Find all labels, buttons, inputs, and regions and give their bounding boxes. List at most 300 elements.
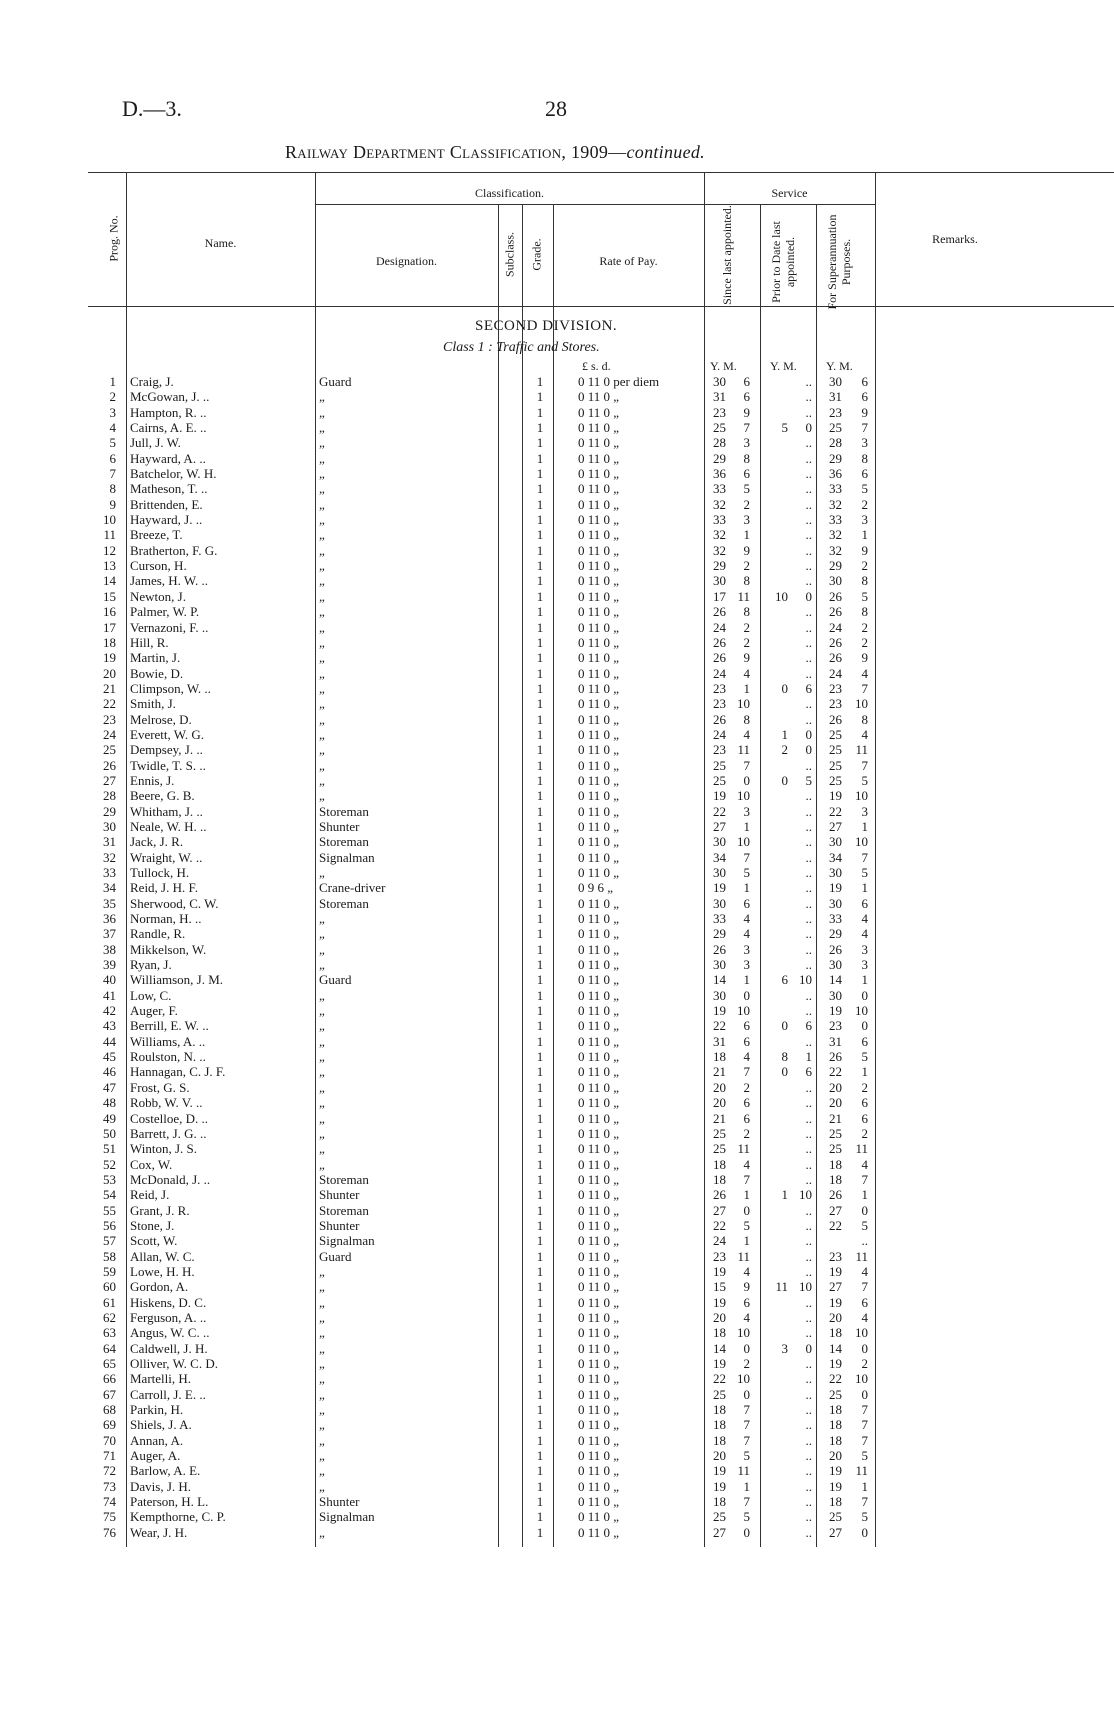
designation-cell: „ bbox=[319, 1340, 325, 1356]
since-years-cell: 18 bbox=[713, 1325, 726, 1341]
prog-no-cell: 70 bbox=[103, 1432, 116, 1448]
since-years-cell: 23 bbox=[713, 404, 726, 420]
table-row bbox=[0, 1126, 1114, 1141]
prog-no-cell: 66 bbox=[103, 1371, 116, 1387]
table-header-bottom-rule bbox=[88, 306, 1114, 307]
since-years-cell: 18 bbox=[713, 1402, 726, 1418]
grade-cell: 1 bbox=[536, 1279, 544, 1295]
super-years-cell: 14 bbox=[829, 1340, 842, 1356]
super-years-cell: 18 bbox=[829, 1417, 842, 1433]
since-years-cell: 19 bbox=[713, 1003, 726, 1019]
rate-cell: 0 11 0 „ bbox=[578, 558, 620, 574]
super-years-cell: 19 bbox=[829, 1003, 842, 1019]
grade-cell: 1 bbox=[536, 420, 544, 436]
prior-months-cell: .. bbox=[805, 818, 812, 834]
since-years-cell: 31 bbox=[713, 1033, 726, 1049]
grade-cell: 1 bbox=[536, 696, 544, 712]
name-cell: Reid, J. bbox=[130, 1187, 170, 1203]
grade-cell: 1 bbox=[536, 926, 544, 942]
designation-cell: „ bbox=[319, 650, 325, 666]
designation-cell: „ bbox=[319, 496, 325, 512]
rate-cell: 0 11 0 „ bbox=[578, 1448, 620, 1464]
prog-no-cell: 58 bbox=[103, 1248, 116, 1264]
grade-cell: 1 bbox=[536, 1325, 544, 1341]
designation-cell: „ bbox=[319, 1095, 325, 1111]
grade-cell: 1 bbox=[536, 1509, 544, 1525]
rate-cell: 0 11 0 „ bbox=[578, 849, 620, 865]
super-months-cell: 10 bbox=[855, 1003, 868, 1019]
super-months-cell: 0 bbox=[861, 1202, 868, 1218]
prog-no-cell: 73 bbox=[103, 1478, 116, 1494]
designation-cell: Signalman bbox=[319, 849, 375, 865]
prior-months-cell: 6 bbox=[805, 1018, 812, 1034]
table-row bbox=[0, 834, 1114, 849]
grade-cell: 1 bbox=[536, 1386, 544, 1402]
rate-cell: 0 11 0 „ bbox=[578, 650, 620, 666]
designation-cell: „ bbox=[319, 389, 325, 405]
designation-cell: „ bbox=[319, 435, 325, 451]
table-row bbox=[0, 1249, 1114, 1264]
prog-no-cell: 14 bbox=[103, 573, 116, 589]
name-cell: Gordon, A. bbox=[130, 1279, 189, 1295]
table-row bbox=[0, 696, 1114, 711]
prior-months-cell: 0 bbox=[805, 588, 812, 604]
designation-cell: „ bbox=[319, 1325, 325, 1341]
prog-no-cell: 76 bbox=[103, 1524, 116, 1540]
super-years-cell: 25 bbox=[829, 757, 842, 773]
rate-cell: 0 11 0 „ bbox=[578, 1156, 620, 1172]
name-cell: Hiskens, D. C. bbox=[130, 1294, 207, 1310]
super-years-cell: 25 bbox=[829, 726, 842, 742]
prog-no-cell: 3 bbox=[109, 404, 116, 420]
prog-no-cell: 31 bbox=[103, 834, 116, 850]
grade-cell: 1 bbox=[536, 481, 544, 497]
table-row bbox=[0, 481, 1114, 496]
table-row bbox=[0, 1509, 1114, 1524]
rate-cell: 0 11 0 „ bbox=[578, 466, 620, 482]
table-row bbox=[0, 988, 1114, 1003]
grade-cell: 1 bbox=[536, 1356, 544, 1371]
super-months-cell: 3 bbox=[861, 512, 868, 528]
super-months-cell: 6 bbox=[861, 1110, 868, 1126]
units-money: £ s. d. bbox=[582, 359, 611, 373]
super-months-cell: 11 bbox=[855, 1141, 868, 1157]
since-months-cell: 0 bbox=[743, 1524, 750, 1540]
prior-months-cell: .. bbox=[805, 1033, 812, 1049]
prior-months-cell: .. bbox=[805, 1402, 812, 1418]
designation-cell: Shunter bbox=[319, 818, 360, 834]
name-cell: Winton, J. S. bbox=[130, 1141, 198, 1157]
super-months-cell: 2 bbox=[861, 1356, 868, 1371]
prior-months-cell: 0 bbox=[805, 726, 812, 742]
super-years-cell: 23 bbox=[829, 1248, 842, 1264]
table-row bbox=[0, 1034, 1114, 1049]
since-years-cell: 27 bbox=[713, 818, 726, 834]
since-months-cell: 2 bbox=[743, 558, 750, 574]
rate-cell: 0 11 0 „ bbox=[578, 895, 620, 911]
name-cell: Paterson, H. L. bbox=[130, 1494, 209, 1510]
class-title: Class 1 : Traffic and Stores. bbox=[443, 340, 600, 355]
super-months-cell: 1 bbox=[861, 1478, 868, 1494]
super-years-cell: 26 bbox=[829, 1049, 842, 1065]
since-years-cell: 24 bbox=[713, 665, 726, 681]
rate-cell: 0 11 0 „ bbox=[578, 1417, 620, 1433]
prior-months-cell: .. bbox=[805, 911, 812, 927]
super-years-cell: 26 bbox=[829, 1187, 842, 1203]
prior-months-cell: .. bbox=[805, 389, 812, 405]
since-years-cell: 21 bbox=[713, 1064, 726, 1080]
super-years-cell: 27 bbox=[829, 1279, 842, 1295]
prog-no-cell: 55 bbox=[103, 1202, 116, 1218]
super-months-cell: 11 bbox=[855, 1248, 868, 1264]
designation-cell: „ bbox=[319, 680, 325, 696]
since-years-cell: 23 bbox=[713, 696, 726, 712]
prog-no-cell: 8 bbox=[109, 481, 116, 497]
super-years-cell: 19 bbox=[829, 880, 842, 896]
prior-months-cell: .. bbox=[805, 1263, 812, 1279]
super-years-cell: 23 bbox=[829, 404, 842, 420]
name-cell: Jack, J. R. bbox=[130, 834, 184, 850]
prog-no-cell: 23 bbox=[103, 711, 116, 727]
prog-no-cell: 44 bbox=[103, 1033, 116, 1049]
rate-cell: 0 11 0 „ bbox=[578, 696, 620, 712]
table-row bbox=[0, 911, 1114, 926]
since-years-cell: 19 bbox=[713, 788, 726, 804]
since-months-cell: 11 bbox=[737, 1141, 750, 1157]
name-cell: Newton, J. bbox=[130, 588, 186, 604]
since-months-cell: 2 bbox=[743, 619, 750, 635]
prior-months-cell: .. bbox=[805, 1463, 812, 1479]
rate-cell: 0 11 0 „ bbox=[578, 926, 620, 942]
prior-months-cell: .. bbox=[805, 542, 812, 558]
since-months-cell: 3 bbox=[743, 435, 750, 451]
since-years-cell: 26 bbox=[713, 1187, 726, 1203]
since-months-cell: 6 bbox=[743, 374, 750, 389]
rate-cell: 0 11 0 „ bbox=[578, 1202, 620, 1218]
name-cell: Lowe, H. H. bbox=[130, 1263, 195, 1279]
grade-cell: 1 bbox=[536, 834, 544, 850]
super-years-cell: 22 bbox=[829, 1371, 842, 1387]
prog-no-cell: 13 bbox=[103, 558, 116, 574]
prog-no-cell: 46 bbox=[103, 1064, 116, 1080]
since-months-cell: 1 bbox=[743, 1187, 750, 1203]
grade-cell: 1 bbox=[536, 711, 544, 727]
super-months-cell: 8 bbox=[861, 450, 868, 466]
prior-months-cell: .. bbox=[805, 1371, 812, 1387]
super-years-cell: 26 bbox=[829, 650, 842, 666]
prog-no-cell: 25 bbox=[103, 742, 116, 758]
prior-months-cell: .. bbox=[805, 1356, 812, 1371]
prior-months-cell: .. bbox=[805, 1171, 812, 1187]
name-cell: Carroll, J. E. .. bbox=[130, 1386, 206, 1402]
prior-months-cell: .. bbox=[805, 1217, 812, 1233]
col-header-grade: Grade. bbox=[529, 238, 544, 271]
grade-cell: 1 bbox=[536, 634, 544, 650]
grade-cell: 1 bbox=[536, 865, 544, 880]
since-months-cell: 9 bbox=[743, 650, 750, 666]
super-months-cell: 4 bbox=[861, 1309, 868, 1325]
prior-months-cell: .. bbox=[805, 466, 812, 482]
since-months-cell: 10 bbox=[737, 1003, 750, 1019]
designation-cell: „ bbox=[319, 726, 325, 742]
name-cell: Barrett, J. G. .. bbox=[130, 1125, 207, 1141]
prior-years-cell: 11 bbox=[775, 1279, 788, 1295]
table-row bbox=[0, 589, 1114, 604]
since-years-cell: 30 bbox=[713, 834, 726, 850]
since-years-cell: 26 bbox=[713, 604, 726, 620]
super-months-cell: 9 bbox=[861, 650, 868, 666]
since-months-cell: 8 bbox=[743, 573, 750, 589]
grade-cell: 1 bbox=[536, 849, 544, 865]
grade-cell: 1 bbox=[536, 1003, 544, 1019]
name-cell: McDonald, J. .. bbox=[130, 1171, 211, 1187]
designation-cell: „ bbox=[319, 788, 325, 804]
table-row bbox=[0, 758, 1114, 773]
super-years-cell: 27 bbox=[829, 818, 842, 834]
grade-cell: 1 bbox=[536, 1432, 544, 1448]
prog-no-cell: 28 bbox=[103, 788, 116, 804]
table-row bbox=[0, 1187, 1114, 1202]
since-years-cell: 22 bbox=[713, 1217, 726, 1233]
table-row bbox=[0, 865, 1114, 880]
designation-cell: „ bbox=[319, 588, 325, 604]
grade-cell: 1 bbox=[536, 1309, 544, 1325]
super-months-cell: 2 bbox=[861, 619, 868, 635]
prog-no-cell: 53 bbox=[103, 1171, 116, 1187]
grade-cell: 1 bbox=[536, 818, 544, 834]
grade-cell: 1 bbox=[536, 772, 544, 788]
since-years-cell: 19 bbox=[713, 1356, 726, 1371]
since-months-cell: 5 bbox=[743, 1448, 750, 1464]
prior-months-cell: .. bbox=[805, 512, 812, 528]
name-cell: Breeze, T. bbox=[130, 527, 183, 543]
super-months-cell: 0 bbox=[861, 987, 868, 1003]
super-months-cell: 7 bbox=[861, 1417, 868, 1433]
prior-years-cell: 3 bbox=[781, 1340, 788, 1356]
prog-no-cell: 29 bbox=[103, 803, 116, 819]
prior-months-cell: .. bbox=[805, 496, 812, 512]
super-years-cell: 22 bbox=[829, 1217, 842, 1233]
name-cell: Ryan, J. bbox=[130, 957, 172, 973]
super-months-cell: 1 bbox=[861, 880, 868, 896]
prog-no-cell: 35 bbox=[103, 895, 116, 911]
designation-cell: Signalman bbox=[319, 1233, 375, 1249]
table-row bbox=[0, 957, 1114, 972]
prog-no-cell: 64 bbox=[103, 1340, 116, 1356]
table-row bbox=[0, 1371, 1114, 1386]
since-months-cell: 5 bbox=[743, 1217, 750, 1233]
rate-cell: 0 11 0 „ bbox=[578, 1494, 620, 1510]
prog-no-cell: 33 bbox=[103, 865, 116, 880]
prog-no-cell: 39 bbox=[103, 957, 116, 973]
since-years-cell: 25 bbox=[713, 1386, 726, 1402]
since-months-cell: 10 bbox=[737, 788, 750, 804]
prior-months-cell: .. bbox=[805, 619, 812, 635]
prog-no-cell: 4 bbox=[109, 420, 116, 436]
grade-cell: 1 bbox=[536, 542, 544, 558]
prog-no-cell: 43 bbox=[103, 1018, 116, 1034]
super-months-cell: 6 bbox=[861, 374, 868, 389]
since-years-cell: 19 bbox=[713, 1478, 726, 1494]
prior-months-cell: .. bbox=[805, 558, 812, 574]
since-months-cell: 11 bbox=[737, 1248, 750, 1264]
name-cell: Martelli, H. bbox=[130, 1371, 192, 1387]
since-months-cell: 3 bbox=[743, 803, 750, 819]
name-cell: Robb, W. V. .. bbox=[130, 1095, 203, 1111]
since-years-cell: 18 bbox=[713, 1494, 726, 1510]
super-years-cell: 25 bbox=[829, 420, 842, 436]
super-months-cell: 3 bbox=[861, 435, 868, 451]
since-years-cell: 31 bbox=[713, 389, 726, 405]
prior-months-cell: .. bbox=[805, 1110, 812, 1126]
super-years-cell: 33 bbox=[829, 911, 842, 927]
name-cell: Hayward, J. .. bbox=[130, 512, 203, 528]
since-years-cell: 29 bbox=[713, 926, 726, 942]
super-years-cell: 20 bbox=[829, 1079, 842, 1095]
grade-cell: 1 bbox=[536, 1371, 544, 1387]
since-months-cell: 11 bbox=[737, 588, 750, 604]
prog-no-cell: 24 bbox=[103, 726, 116, 742]
designation-cell: „ bbox=[319, 1386, 325, 1402]
super-months-cell: 7 bbox=[861, 1432, 868, 1448]
prog-no-cell: 62 bbox=[103, 1309, 116, 1325]
super-years-cell: 24 bbox=[829, 619, 842, 635]
prior-months-cell: .. bbox=[805, 1156, 812, 1172]
name-cell: Cairns, A. E. .. bbox=[130, 420, 207, 436]
table-row bbox=[0, 1049, 1114, 1064]
designation-cell: „ bbox=[319, 1110, 325, 1126]
prior-months-cell: 6 bbox=[805, 680, 812, 696]
prog-no-cell: 40 bbox=[103, 972, 116, 988]
since-years-cell: 26 bbox=[713, 711, 726, 727]
since-years-cell: 18 bbox=[713, 1432, 726, 1448]
since-years-cell: 32 bbox=[713, 542, 726, 558]
prior-months-cell: .. bbox=[805, 527, 812, 543]
prog-no-cell: 17 bbox=[103, 619, 116, 635]
prog-no-cell: 52 bbox=[103, 1156, 116, 1172]
rate-cell: 0 11 0 per diem bbox=[578, 374, 660, 389]
name-cell: Roulston, N. .. bbox=[130, 1049, 206, 1065]
super-years-cell: 19 bbox=[829, 1356, 842, 1371]
super-years-cell: 25 bbox=[829, 1141, 842, 1157]
grade-cell: 1 bbox=[536, 1202, 544, 1218]
rate-cell: 0 11 0 „ bbox=[578, 834, 620, 850]
designation-cell: „ bbox=[319, 911, 325, 927]
table-row bbox=[0, 1264, 1114, 1279]
prior-months-cell: .. bbox=[805, 1294, 812, 1310]
name-cell: Martin, J. bbox=[130, 650, 181, 666]
prior-years-cell: 5 bbox=[781, 420, 788, 436]
name-cell: Vernazoni, F. .. bbox=[130, 619, 209, 635]
designation-cell: „ bbox=[319, 1294, 325, 1310]
designation-cell: „ bbox=[319, 665, 325, 681]
designation-cell: Storeman bbox=[319, 1171, 369, 1187]
rate-cell: 0 11 0 „ bbox=[578, 450, 620, 466]
grade-cell: 1 bbox=[536, 466, 544, 482]
since-months-cell: 1 bbox=[743, 972, 750, 988]
since-months-cell: 4 bbox=[743, 1263, 750, 1279]
name-cell: Low, C. bbox=[130, 987, 172, 1003]
since-years-cell: 26 bbox=[713, 650, 726, 666]
title-continued: continued. bbox=[626, 142, 705, 162]
prior-months-cell: .. bbox=[805, 1202, 812, 1218]
since-years-cell: 25 bbox=[713, 757, 726, 773]
col-header-classification: Classification. bbox=[475, 186, 544, 200]
super-years-cell: 18 bbox=[829, 1494, 842, 1510]
super-years-cell: 21 bbox=[829, 1110, 842, 1126]
super-months-cell: 6 bbox=[861, 1095, 868, 1111]
designation-cell: „ bbox=[319, 420, 325, 436]
rate-cell: 0 11 0 „ bbox=[578, 1064, 620, 1080]
rate-cell: 0 11 0 „ bbox=[578, 1279, 620, 1295]
name-cell: Norman, H. .. bbox=[130, 911, 202, 927]
table-row bbox=[0, 1433, 1114, 1448]
super-years-cell: 36 bbox=[829, 466, 842, 482]
rate-cell: 0 11 0 „ bbox=[578, 1309, 620, 1325]
prior-months-cell: .. bbox=[805, 803, 812, 819]
name-cell: Bratherton, F. G. bbox=[130, 542, 218, 558]
designation-cell: „ bbox=[319, 619, 325, 635]
since-months-cell: 4 bbox=[743, 726, 750, 742]
grade-cell: 1 bbox=[536, 527, 544, 543]
super-months-cell: 5 bbox=[861, 1448, 868, 1464]
table-row bbox=[0, 712, 1114, 727]
division-title: SECOND DIVISION. bbox=[475, 318, 618, 334]
grade-cell: 1 bbox=[536, 665, 544, 681]
table-row bbox=[0, 1279, 1114, 1294]
grade-cell: 1 bbox=[536, 1125, 544, 1141]
prior-years-cell: 2 bbox=[781, 742, 788, 758]
name-cell: Frost, G. S. bbox=[130, 1079, 190, 1095]
name-cell: Tullock, H. bbox=[130, 865, 190, 880]
since-years-cell: 25 bbox=[713, 1509, 726, 1525]
name-cell: Hannagan, C. J. F. bbox=[130, 1064, 226, 1080]
name-cell: Smith, J. bbox=[130, 696, 176, 712]
rate-cell: 0 11 0 „ bbox=[578, 634, 620, 650]
since-months-cell: 7 bbox=[743, 1432, 750, 1448]
since-years-cell: 22 bbox=[713, 1018, 726, 1034]
prog-no-cell: 18 bbox=[103, 634, 116, 650]
prog-no-cell: 7 bbox=[109, 466, 116, 482]
prior-months-cell: .. bbox=[805, 435, 812, 451]
rate-cell: 0 11 0 „ bbox=[578, 512, 620, 528]
since-months-cell: 2 bbox=[743, 1356, 750, 1371]
designation-cell: „ bbox=[319, 1033, 325, 1049]
grade-cell: 1 bbox=[536, 1110, 544, 1126]
name-cell: Twidle, T. S. .. bbox=[130, 757, 206, 773]
since-years-cell: 25 bbox=[713, 772, 726, 788]
super-years-cell: 27 bbox=[829, 1202, 842, 1218]
since-years-cell: 24 bbox=[713, 619, 726, 635]
since-months-cell: 6 bbox=[743, 895, 750, 911]
designation-cell: „ bbox=[319, 757, 325, 773]
super-months-cell: 6 bbox=[861, 1294, 868, 1310]
since-years-cell: 33 bbox=[713, 911, 726, 927]
prior-months-cell: .. bbox=[805, 1309, 812, 1325]
rate-cell: 0 11 0 „ bbox=[578, 726, 620, 742]
name-cell: Cox, W. bbox=[130, 1156, 173, 1172]
grade-cell: 1 bbox=[536, 1064, 544, 1080]
since-years-cell: 36 bbox=[713, 466, 726, 482]
rate-cell: 0 11 0 „ bbox=[578, 711, 620, 727]
super-months-cell: 6 bbox=[861, 895, 868, 911]
super-months-cell: 7 bbox=[861, 1171, 868, 1187]
prior-months-cell: .. bbox=[805, 1003, 812, 1019]
super-years-cell: 20 bbox=[829, 1095, 842, 1111]
since-months-cell: 6 bbox=[743, 1018, 750, 1034]
grade-cell: 1 bbox=[536, 588, 544, 604]
table-row bbox=[0, 1402, 1114, 1417]
